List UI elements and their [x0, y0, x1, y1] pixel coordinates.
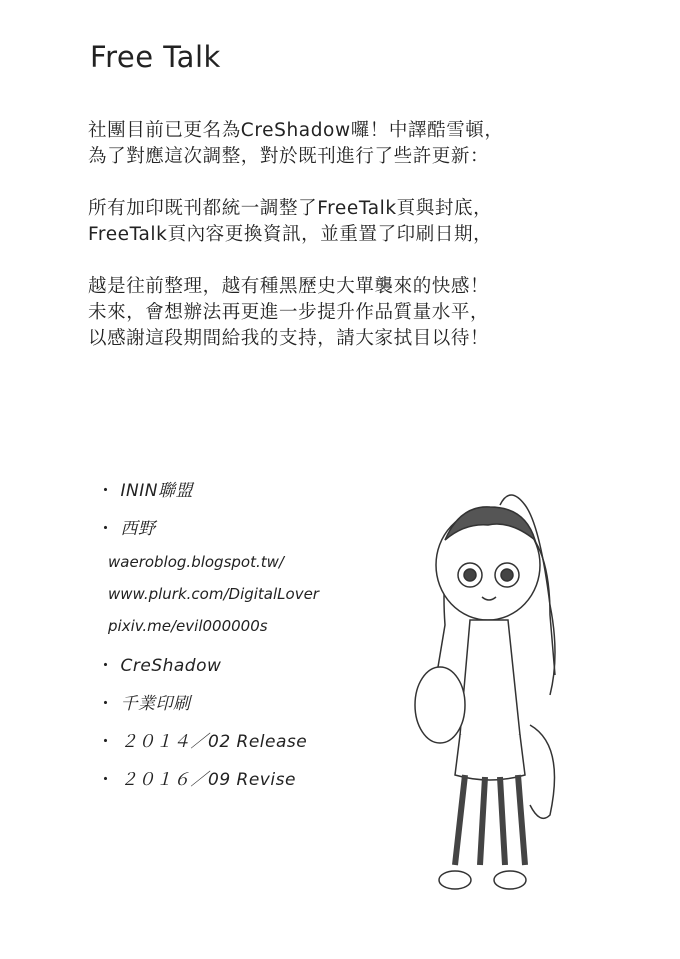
text-line: 以感謝這段期間給我的支持，請大家拭目以待！: [88, 328, 490, 349]
text-line: 所有加印既刊都統一調整了FreeTalk頁與封底，: [88, 198, 493, 219]
paragraph-1: [88, 118, 504, 170]
page-title: Free Talk: [90, 40, 221, 74]
text-line: FreeTalk頁內容更換資訊，並重置了印刷日期，: [88, 224, 493, 245]
paragraph-2: [88, 196, 492, 248]
credit-group: ・ ININ聯盟: [97, 481, 193, 501]
text-line: 越是往前整理，越有種黑歷史大單襲來的快感！: [88, 276, 490, 297]
text-line: 為了對應這次調整，對於既刊進行了些許更新：: [88, 146, 490, 167]
credit-artist: ・ 西野: [97, 519, 156, 539]
credit-printer: ・ 千業印刷: [97, 694, 191, 714]
text-line: 社團目前已更名為CreShadow囉！中譯酷雪頓，: [88, 120, 504, 141]
artist-blog-url: waeroblog.blogspot.tw/: [108, 553, 284, 571]
credit-translator: ・ CreShadow: [97, 656, 222, 676]
paragraph-3: [88, 274, 489, 352]
chibi-character-illustration: [400, 485, 570, 900]
credit-revise-date: ・ ２０１６／09 Revise: [97, 770, 296, 790]
text-line: 未來，會想辦法再更進一步提升作品質量水平，: [88, 302, 490, 323]
artist-plurk-url: www.plurk.com/DigitalLover: [108, 585, 319, 603]
credit-release-date: ・ ２０１４／02 Release: [97, 732, 308, 752]
artist-pixiv-url: pixiv.me/evil000000s: [108, 617, 268, 635]
